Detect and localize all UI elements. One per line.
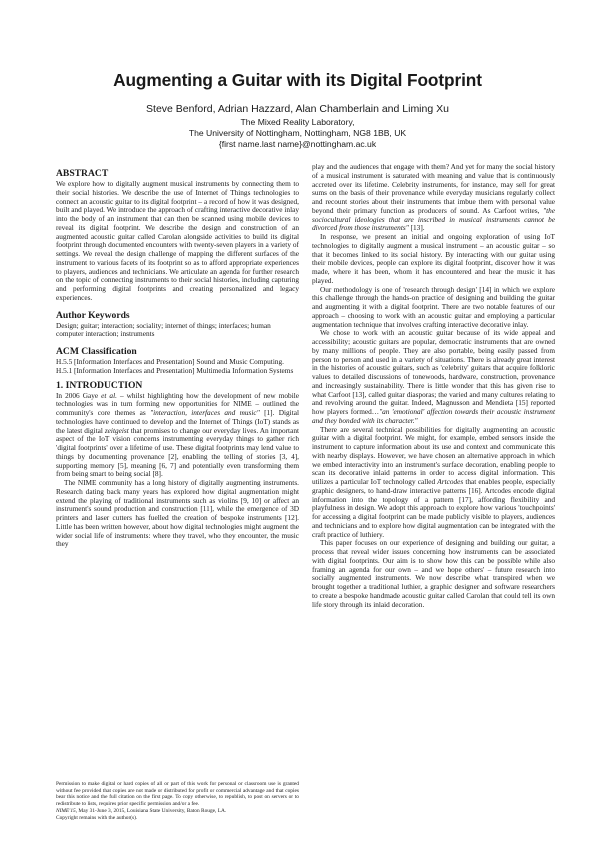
keywords-text: Design; guitar; interaction; sociality; internet of things; interfaces; human computer interaction; instruments [56,320,271,339]
acm-line-1: H.5.5 [Information Interfaces and Presentation] Sound and Music Computing. [56,357,284,366]
intro-paragraph-2: The NIME community has a long history of digitally augmenting instruments. Research dating back many years has explored how digital augmentation might extend the playing of traditional instruments such as violins [9, 10] or affect an instrument's sound production and construction [11], while the emergence of 3D printers and laser cutters has fuelled the creation of bespoke instruments [12]. Little has been written however, about how digital technologies might augment the wider social life of instruments: where they travel, who they encounter, the music they [56,478,299,549]
permission-notice: Permission to make digital or hard copies of all or part of this work for personal or classroom use is granted without fee provided that copies are not made or distributed for profit or commercial advantage and that copies bear this notice and the full citation on the first page. To copy otherwise, to republish, to post on servers or to redistribute to lists, requires prior specific permission and/or a fee. [56,781,299,808]
right-paragraph-6: This paper focuses on our experience of designing and building our guitar, a process that reveal wider issues concerning how instruments can be associated with digital footprints. Our aim is to show how this can be possible while also framing an agenda for our own – and we hope others' – future research into socially augmented instruments. We now describe what transpired when we brought together a traditional luthier, a graphic designer and software researchers to create a bespoke handmade acoustic guitar called Carolan that could tell its own life story through its inlaid decoration. [312,538,555,609]
right-column [312,163,555,609]
abstract-text: We explore how to digitally augment musical instruments by connecting them to their social histories. We describe the use of Internet of Things technologies to connect an acoustic guitar to its digital footprint – a record of how it was designed, built and played. We introduce the approach of crafting interactive decorative inlay into the body of an instrument that can then be scanned using mobile devices to reveal its digital footprint. We describe the design and construction of an augmented acoustic guitar called Carolan alongside activities to build its digital footprint through documented encounters with twenty-seven players in a variety of settings. We reveal the design challenge of mapping the different surfaces of the instrument to various facets of its footprint so as to afford appropriate experiences to players, audiences and technicians. We articulate an agenda for further research on the topic of connecting instruments to their social histories, including capturing and performing digital footprints and creating personalized and legacy experiences. [56,179,299,302]
author-list: Steve Benford, Adrian Hazzard, Alan Chamberlain and Liming Xu [146,103,449,115]
acm-heading: ACM Classification [56,346,137,357]
acm-line-2: H.5.1 [Information Interfaces and Presentation] Multimedia Information Systems [56,365,294,375]
paper-title: Augmenting a Guitar with its Digital Footprint [113,70,482,90]
affiliation-line-lab: The Mixed Reality Laboratory, [240,117,355,127]
abstract-heading: ABSTRACT [56,168,109,179]
right-paragraph-4: We chose to work with an acoustic guitar because of its wide appeal and accessibility; acoustic guitars are popular, democratic instruments that are owned by many millions of people. They are also portable, being easily passed from person to person and used in a variety of situations. There is already great interest in the histories of acoustic guitars, such as 'celebrity' guitars that acquire folkloric values to detailed discussions of tonewoods, hardware, construction, provenance and increasingly sustainability. There is little wonder that this has given rise to what Carfoot [13], called guitar diasporas; the varied and many cultures relating to and revolving around the guitar. Indeed, Magnusson and Mendieta [15] reported how players formed…"an 'emotional' affection towards their acoustic instrument and they bonded with its character." [312,328,555,425]
affiliation [60,117,535,151]
right-paragraph-2: In response, we present an initial and ongoing exploration of using IoT technologies to digitally augment a musical instrument – an acoustic guitar – so that it becomes linked to its social history. By interacting with our guitar using their mobile devices, people can explore its digital footprint, discover how it was made, where it has been, whom it has encountered and hear the music it has played. [312,232,555,285]
right-paragraph-5: There are several technical possibilities for digitally augmenting an acoustic guitar with a digital footprint. We might, for example, embed sensors inside the instrument to capture information about its use and context and communicate this with nearby displays. However, we have chosen an alternative approach in which we embed interactivity into an instrument's surface decoration, enabling people to scan its decorative inlaid patterns in order to access digital information. This utilizes a particular IoT technology called Artcodes that enables people, especially graphic designers, to hand-draw interactive patterns [16]. Artcodes encode digital information into the topology of a pattern [17], affording flexibility and playfulness in design. We adopt this approach to explore how various 'touchpoints' for accessing a digital footprint can be made publicly visible to players, audiences and technicians and to explore how digital augmentation can be integrated with the craft practice of luthiery. [312,424,555,539]
introduction-heading: 1. INTRODUCTION [56,379,143,391]
keywords-heading: Author Keywords [56,309,130,321]
copyright-footnote [56,781,299,821]
intro-paragraph-1: In 2006 Gaye et al. – whilst highlighting how the development of new mobile technologies was in turn forming new opportunities for NIME – outlined the community's core themes as "interaction, interfaces and music" [1]. Digital technologies have continued to develop and the Internet of Things (IoT) stands as the latest digital zeitgeist that promises to change our everyday lives. An important aspect of the IoT vision concerns instrumenting everyday things to gather rich 'digital footprints' over a lifetime of use. These digital footprints may lend value to things by documenting provenance [2], enabling the telling of stories [3, 4], supporting memory [5], meaning [6, 7] and potentially even transforming them from being smart to being social [8]. [56,390,299,479]
affiliation-line-university: The University of Nottingham, Nottingham, NG8 1BB, UK [188,128,407,139]
venue-line: NIME'15, May 31-June 3, 2015, Louisiana State University, Baton Rouge, LA. [56,807,227,814]
right-paragraph-3: Our methodology is one of 'research through design' [14] in which we explore this challenge through the hands-on practice of designing and building the guitar and augmenting it with a digital footprint. There are two notable features of our approach – choosing to work with an acoustic guitar and employing a particular augmentation technique that involves crafting interactive decorative inlay. [312,284,555,329]
copyright-line: Copyright remains with the author(s). [56,814,138,821]
affiliation-line-email: {first name.last name}@nottingham.ac.uk [218,139,377,150]
left-column [56,168,299,549]
right-paragraph-1: play and the audiences that engage with them? And yet for many the social history of a musical instrument is saturated with meaning and value that is continuously accreted over its lifetime. Celebrity instruments, for instance, may sell for great sums on the basis of their provenance while everyday musicians regularly collect and recount stories about their instruments that imbue them with personal value beyond their primary function as producers of sound. As Carfoot writes, "the sociocultural ideologies that are inscribed in musical instruments cannot be divorced from those instruments" [13]. [312,162,555,233]
